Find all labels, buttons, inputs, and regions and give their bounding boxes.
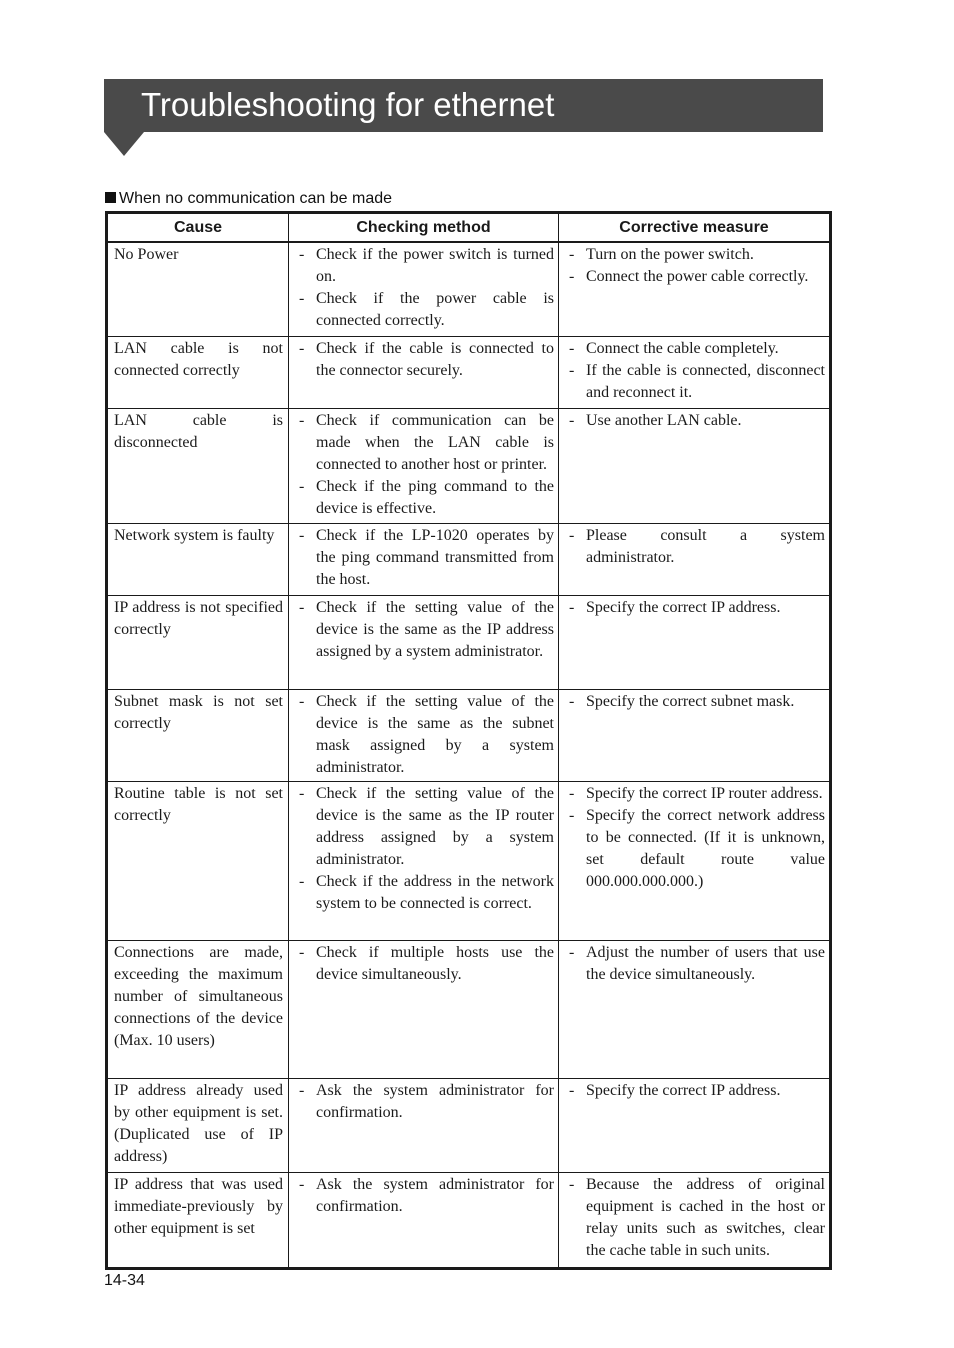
table-row: [107, 940, 831, 1078]
checking-method-cell: [289, 1078, 559, 1172]
check-item: - Check if the setting value of the device is the same as the subnet mask assigned by a system administrator.: [294, 691, 554, 779]
cause-cell: Network system is faulty: [107, 523, 289, 595]
checking-method-cell-list: [294, 1174, 554, 1218]
cause-cell: LAN cable is disconnected: [107, 408, 289, 523]
title-notch-decoration: [104, 132, 144, 156]
corrective-measure-cell-list: [564, 691, 825, 713]
checking-method-cell-list: [294, 410, 554, 520]
measure-item: - Please consult a system administrator.: [564, 525, 825, 569]
checking-method-cell-list: [294, 783, 554, 915]
corrective-measure-cell-list: [564, 244, 825, 288]
measure-item: - Because the address of original equipment is cached in the host or relay units such as switches, clear the cache table in such units.: [564, 1174, 825, 1262]
corrective-measure-cell: [559, 336, 831, 408]
corrective-measure-cell: [559, 523, 831, 595]
cause-cell: No Power: [107, 242, 289, 336]
table-row: [107, 1172, 831, 1268]
measure-item: - Connect the power cable correctly.: [564, 266, 825, 288]
checking-method-cell: [289, 940, 559, 1078]
measure-item: - Specify the correct subnet mask.: [564, 691, 825, 713]
check-item: - Check if communication can be made when the LAN cable is connected to another host or printer.: [294, 410, 554, 476]
cause-cell: LAN cable is not connected correctly: [107, 336, 289, 408]
corrective-measure-cell-list: [564, 783, 825, 893]
check-item: - Check if the ping command to the device is effective.: [294, 476, 554, 520]
table-row: [107, 408, 831, 523]
corrective-measure-cell-list: [564, 1174, 825, 1262]
cause-cell: IP address already used by other equipment is set. (Duplicated use of IP address): [107, 1078, 289, 1172]
check-item: - Check if multiple hosts use the device simultaneously.: [294, 942, 554, 986]
corrective-measure-cell-list: [564, 597, 825, 619]
checking-method-cell: [289, 336, 559, 408]
checking-method-cell: [289, 408, 559, 523]
check-item: - Check if the setting value of the device is the same as the IP address assigned by a system administrator.: [294, 597, 554, 663]
checking-method-cell-list: [294, 525, 554, 591]
checking-method-cell-list: [294, 244, 554, 332]
page-number: 14-34: [104, 1272, 145, 1289]
checking-method-cell-list: [294, 691, 554, 779]
table-row: [107, 595, 831, 689]
corrective-measure-cell-list: [564, 1080, 825, 1102]
table-body: [107, 242, 831, 1268]
corrective-measure-cell: [559, 689, 831, 781]
square-bullet-icon: [105, 192, 116, 203]
corrective-measure-cell-list: [564, 410, 825, 432]
check-item: - Check if the power switch is turned on.: [294, 244, 554, 288]
checking-method-cell-list: [294, 942, 554, 986]
column-header-cause: Cause: [107, 213, 289, 243]
check-item: - Ask the system administrator for confirmation.: [294, 1174, 554, 1218]
table-row: [107, 1078, 831, 1172]
column-header-checking-method: Checking method: [289, 213, 559, 243]
table-header-row: [107, 213, 831, 243]
corrective-measure-cell: [559, 1172, 831, 1268]
page-title: Troubleshooting for ethernet: [141, 86, 555, 123]
checking-method-cell: [289, 523, 559, 595]
column-header-corrective-measure: Corrective measure: [559, 213, 831, 243]
corrective-measure-cell: [559, 1078, 831, 1172]
measure-item: - Specify the correct network address to be connected. (If it is unknown, set default route value 000.000.000.000.): [564, 805, 825, 893]
section-heading-text: When no communication can be made: [119, 190, 393, 207]
table-row: [107, 336, 831, 408]
cause-cell: IP address is not specified correctly: [107, 595, 289, 689]
corrective-measure-cell: [559, 781, 831, 940]
checking-method-cell-list: [294, 1080, 554, 1124]
measure-item: - Specify the correct IP address.: [564, 597, 825, 619]
checking-method-cell: [289, 242, 559, 336]
check-item: - Check if the cable is connected to the connector securely.: [294, 338, 554, 382]
corrective-measure-cell: [559, 242, 831, 336]
troubleshooting-table: [105, 211, 832, 1270]
measure-item: - Adjust the number of users that use the device simultaneously.: [564, 942, 825, 986]
checking-method-cell-list: [294, 597, 554, 663]
measure-item: - Specify the correct IP router address.: [564, 783, 825, 805]
checking-method-cell: [289, 595, 559, 689]
corrective-measure-cell-list: [564, 525, 825, 569]
measure-item: - Connect the cable completely.: [564, 338, 825, 360]
corrective-measure-cell: [559, 408, 831, 523]
section-heading: [105, 189, 392, 209]
corrective-measure-cell: [559, 940, 831, 1078]
corrective-measure-cell-list: [564, 942, 825, 986]
cause-cell: Connections are made, exceeding the maximum number of simultaneous connections of the device (Max. 10 users): [107, 940, 289, 1078]
table-row: [107, 242, 831, 336]
corrective-measure-cell-list: [564, 338, 825, 404]
check-item: - Check if the address in the network system to be connected is correct.: [294, 871, 554, 915]
cause-cell: Subnet mask is not set correctly: [107, 689, 289, 781]
table-row: [107, 689, 831, 781]
cause-cell: Routine table is not set correctly: [107, 781, 289, 940]
corrective-measure-cell: [559, 595, 831, 689]
table-row: [107, 781, 831, 940]
checking-method-cell: [289, 1172, 559, 1268]
check-item: - Check if the power cable is connected correctly.: [294, 288, 554, 332]
check-item: - Check if the LP-1020 operates by the ping command transmitted from the host.: [294, 525, 554, 591]
measure-item: - Turn on the power switch.: [564, 244, 825, 266]
checking-method-cell-list: [294, 338, 554, 382]
table-row: [107, 523, 831, 595]
check-item: - Check if the setting value of the device is the same as the IP router address assigned by a system administrator.: [294, 783, 554, 871]
measure-item: - If the cable is connected, disconnect and reconnect it.: [564, 360, 825, 404]
check-item: - Ask the system administrator for confirmation.: [294, 1080, 554, 1124]
cause-cell: IP address that was used immediate-previously by other equipment is set: [107, 1172, 289, 1268]
checking-method-cell: [289, 689, 559, 781]
measure-item: - Specify the correct IP address.: [564, 1080, 825, 1102]
checking-method-cell: [289, 781, 559, 940]
measure-item: - Use another LAN cable.: [564, 410, 825, 432]
title-underline: [104, 130, 823, 132]
